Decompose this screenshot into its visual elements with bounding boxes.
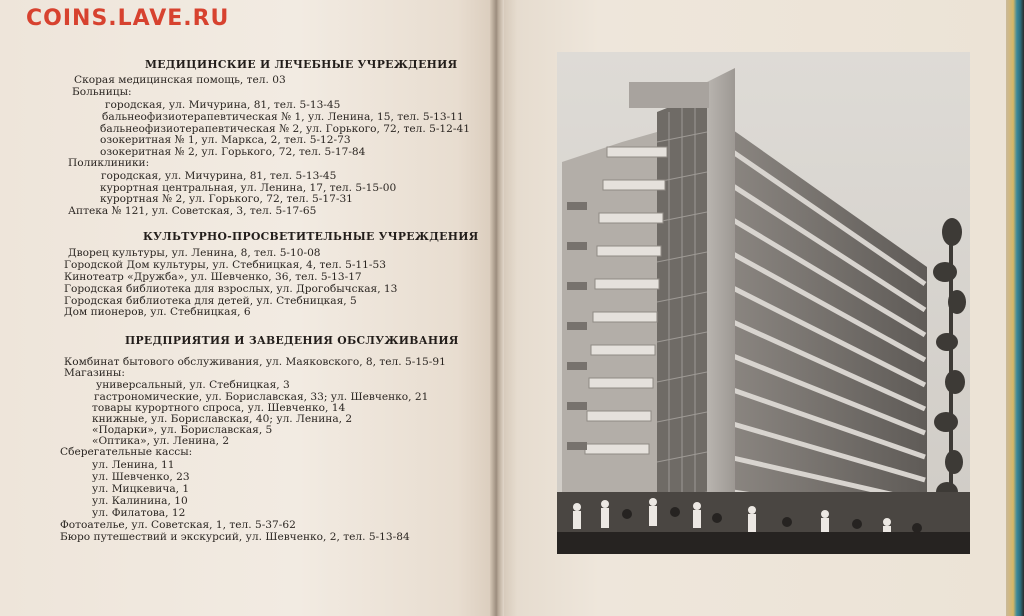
text-line: ул. Калинина, 10 [92, 495, 188, 507]
text-line: гастрономические, ул. Бориславская, 33; ул. Шевченко, 21 [94, 391, 429, 403]
book-spine [490, 0, 504, 616]
text-line: бальнеофизиотерапевтическая № 1, ул. Ленина, 15, тел. 5-13-11 [102, 111, 464, 123]
text-line: ул. Шевченко, 23 [92, 471, 190, 483]
text-line: Бюро путешествий и экскурсий, ул. Шевченко, 2, тел. 5-13-84 [60, 531, 410, 543]
text-line: Аптека № 121, ул. Советская, 3, тел. 5-17-65 [68, 205, 317, 217]
text-line: Городской Дом культуры, ул. Стебницкая, 4, тел. 5-11-53 [64, 259, 386, 271]
section-title-medical: МЕДИЦИНСКИЕ И ЛЕЧЕБНЫЕ УЧРЕЖДЕНИЯ [145, 58, 458, 71]
section-title-culture: КУЛЬТУРНО-ПРОСВЕТИТЕЛЬНЫЕ УЧРЕЖДЕНИЯ [143, 230, 479, 243]
text-line: «Оптика», ул. Ленина, 2 [92, 435, 230, 447]
text-line: Комбинат бытового обслуживания, ул. Маяковского, 8, тел. 5-15-91 [64, 356, 446, 368]
text-line: Фотоателье, ул. Советская, 1, тел. 5-37-62 [60, 519, 296, 531]
text-line: Городская библиотека для детей, ул. Стебницкая, 5 [64, 295, 357, 307]
text-line: курортная № 2, ул. Горького, 72, тел. 5-17-31 [100, 193, 353, 205]
text-line: курортная центральная, ул. Ленина, 17, тел. 5-15-00 [100, 182, 397, 194]
text-line: универсальный, ул. Стебницкая, 3 [96, 379, 290, 391]
text-line: городская, ул. Мичурина, 81, тел. 5-13-45 [101, 170, 337, 182]
text-line: озокеритная № 2, ул. Горького, 72, тел. 5-17-84 [100, 146, 366, 158]
text-line: ул. Филатова, 12 [92, 507, 186, 519]
text-line: товары курортного спроса, ул. Шевченко, 14 [92, 402, 346, 414]
text-line: ул. Мицкевича, 1 [92, 483, 190, 495]
text-line: Сберегательные кассы: [60, 446, 193, 458]
text-line: озокеритная № 1, ул. Маркса, 2, тел. 5-12-73 [100, 134, 351, 146]
text-line: Больницы: [72, 86, 132, 98]
text-line: бальнеофизиотерапевтическая № 2, ул. Горького, 72, тел. 5-12-41 [100, 123, 470, 135]
text-line: Магазины: [64, 367, 125, 379]
text-line: Кинотеатр «Дружба», ул. Шевченко, 36, тел. 5-13-17 [64, 271, 362, 283]
text-line: ул. Ленина, 11 [92, 459, 175, 471]
text-line: Скорая медицинская помощь, тел. 03 [74, 74, 286, 86]
book-edge [1006, 0, 1024, 616]
text-line: Городская библиотека для взрослых, ул. Дрогобычская, 13 [64, 283, 398, 295]
text-line: Дворец культуры, ул. Ленина, 8, тел. 5-10-08 [68, 247, 321, 259]
building-photo [557, 52, 970, 554]
text-line: городская, ул. Мичурина, 81, тел. 5-13-45 [105, 99, 341, 111]
section-title-services: ПРЕДПРИЯТИЯ И ЗАВЕДЕНИЯ ОБСЛУЖИВАНИЯ [125, 334, 459, 347]
text-line: «Подарки», ул. Бориславская, 5 [92, 424, 273, 436]
watermark-text: COINS.LAVE.RU [26, 6, 230, 31]
text-line: Дом пионеров, ул. Стебницкая, 6 [64, 306, 251, 318]
text-line: книжные, ул. Бориславская, 40; ул. Ленина, 2 [92, 413, 353, 425]
text-line: Поликлиники: [68, 157, 150, 169]
